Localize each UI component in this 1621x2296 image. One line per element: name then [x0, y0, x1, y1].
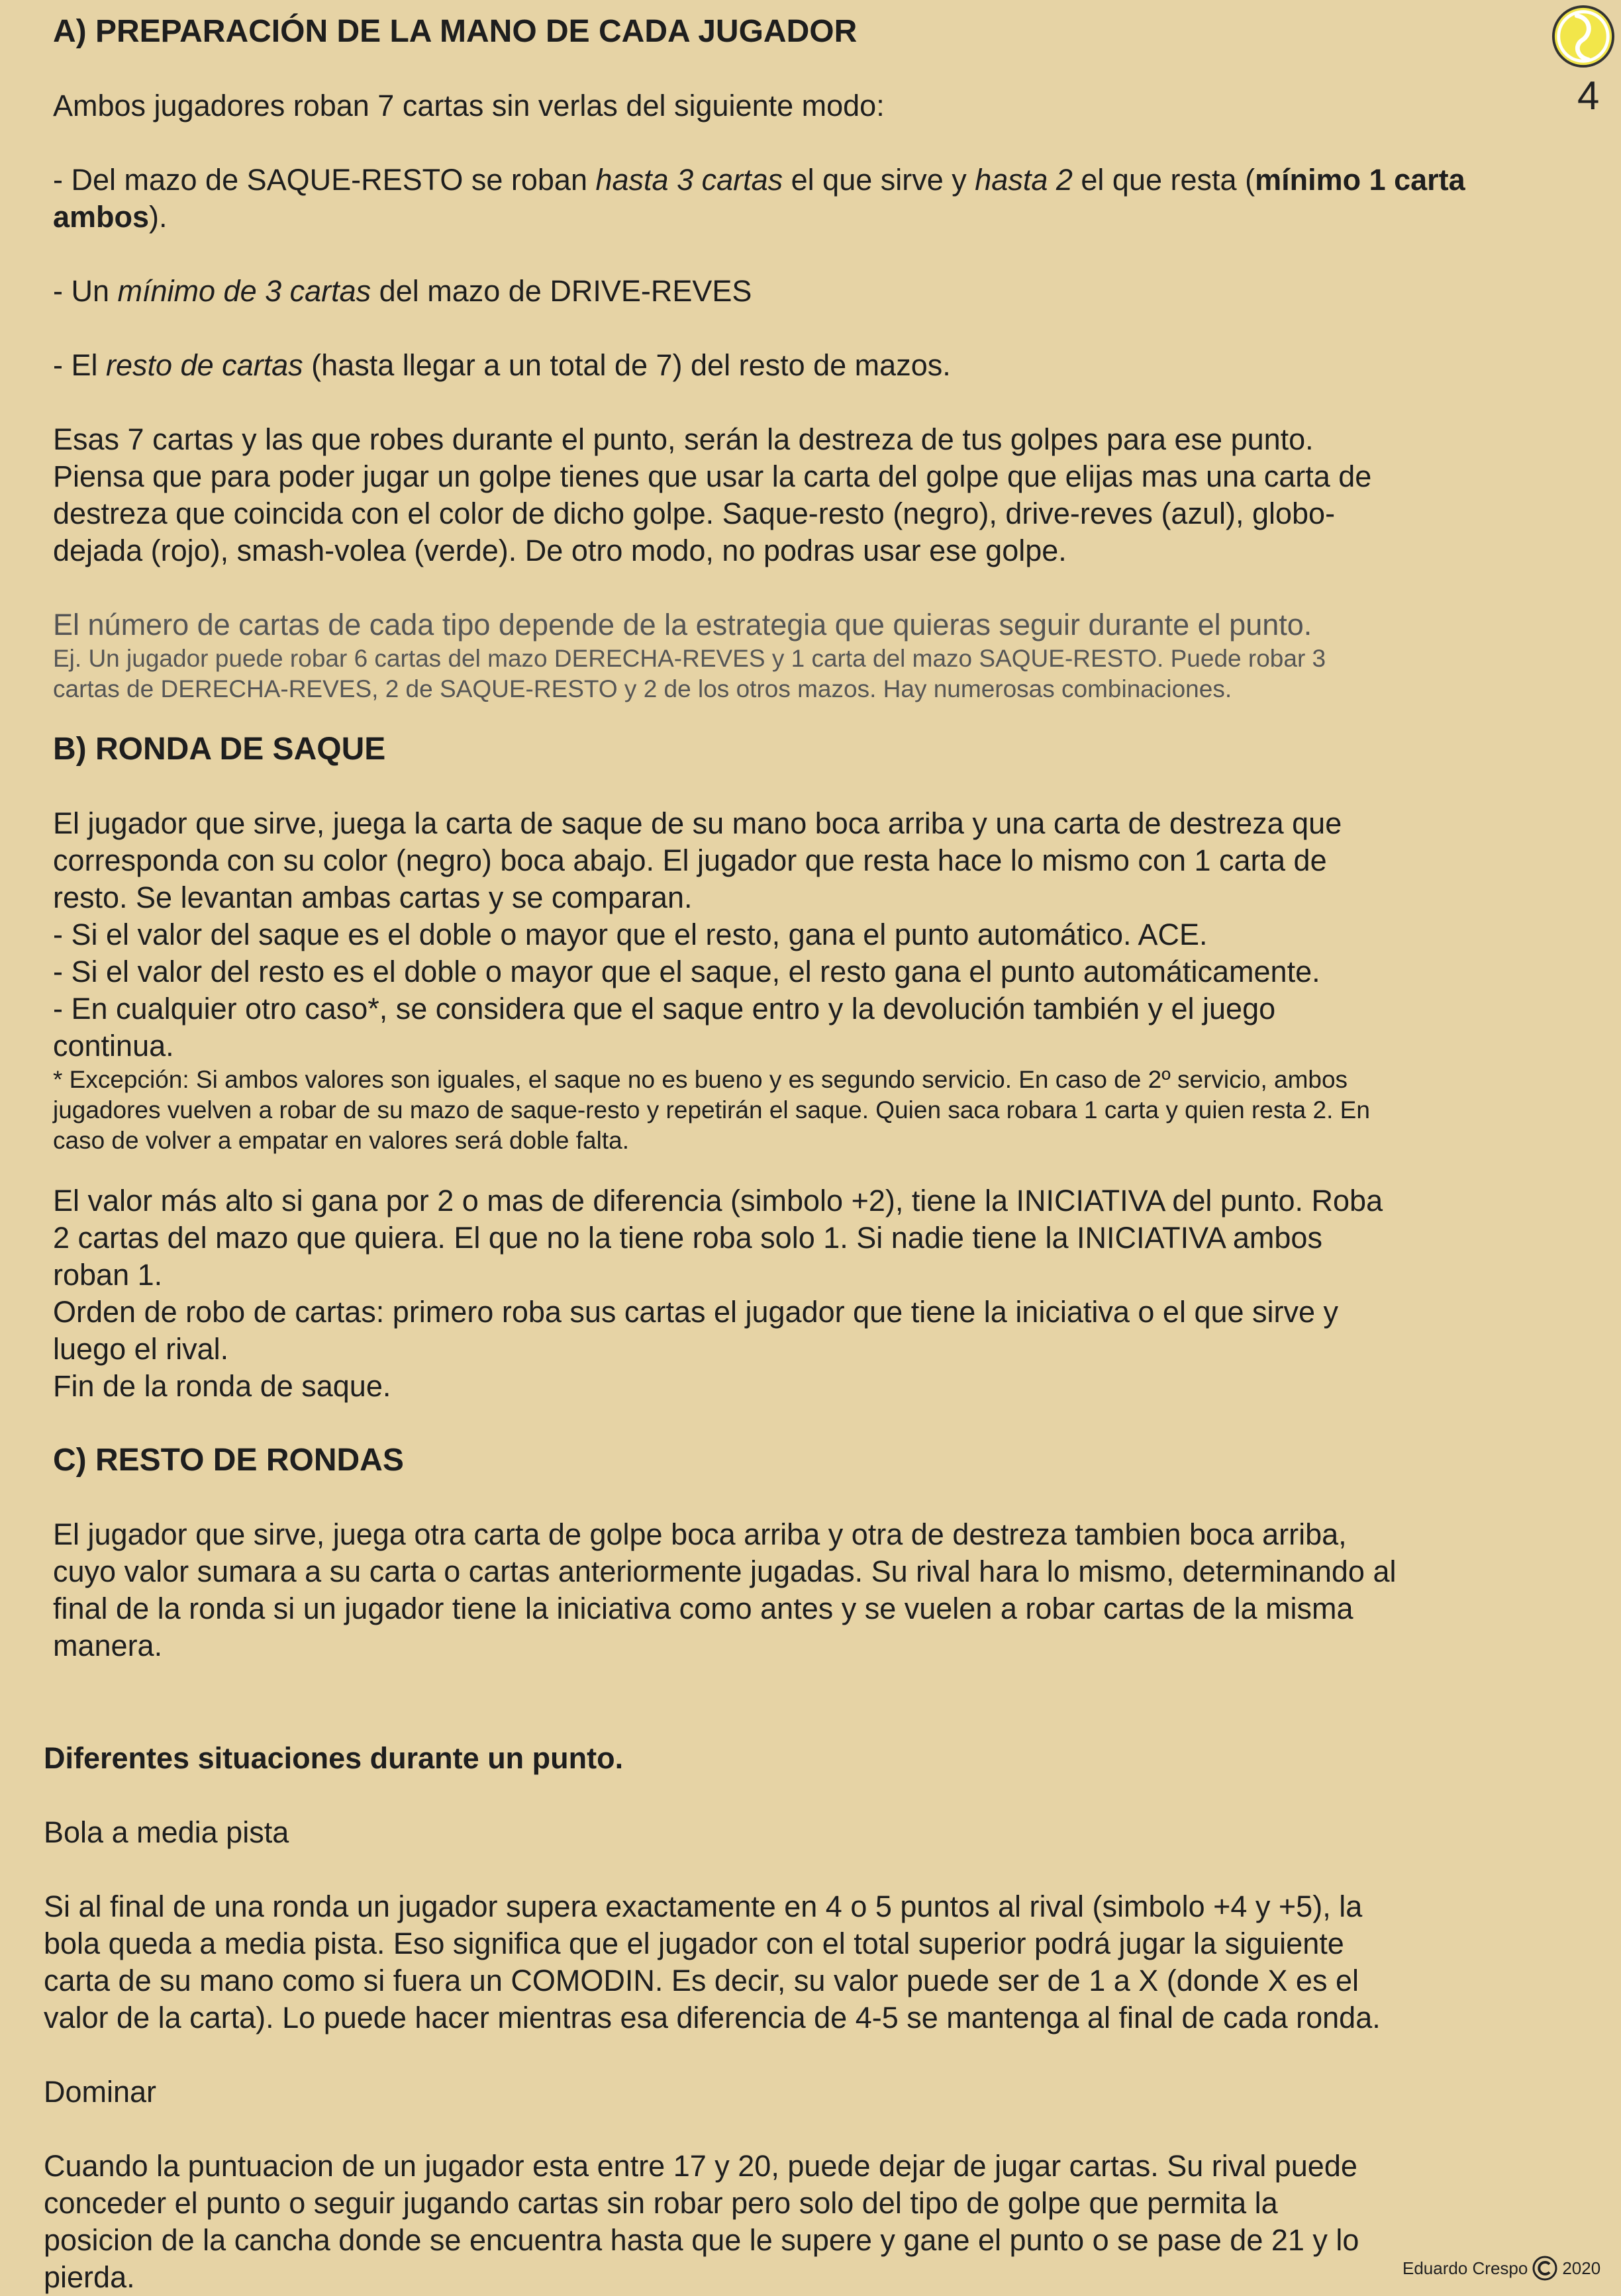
dominar-text: Cuando la puntuacion de un jugador esta entre 17 y 20, puede dejar de jugar cartas. Su rival puede conceder el punto o seguir jugando cartas sin robar pero solo del tipo de golpe que permita la posicion de la cancha donde se encuentra hasta que le supere y gane el punto o se pase de 21 y lo pierda. [44, 2149, 1359, 2294]
situations-title: Diferentes situaciones durante un punto. [44, 1741, 624, 1775]
section-a-example-note: Ej. Un jugador puede robar 6 cartas del mazo DERECHA-REVES y 1 carta del mazo SAQUE-RESTO. Puede robar 3 cartas de DERECHA-REVES, 2 de SAQUE-RESTO y 2 de los otros mazos. Hay numerosas combinaciones. [53, 645, 1326, 702]
section-a-title: A) PREPARACIÓN DE LA MANO DE CADA JUGADOR [53, 14, 858, 49]
section-a-bullet-2: - Un mínimo de 3 cartas del mazo de DRIVE-REVES [53, 274, 752, 308]
section-b-rules: El jugador que sirve, juega la carta de saque de su mano boca arriba y una carta de destreza que corresponda con su color (negro) boca abajo. El jugador que resta hace lo mismo con 1 carta de resto. Se levantan ambas cartas y se comparan. - Si el valor del saque es el doble o mayor que el resto, gana el punto automático. ACE. - Si el valor del resto es el doble o mayor que el saque, el resto gana el punto automáticamente. - En cualquier otro caso*, se considera que el saque entro y la devolución también y el juego continua. [53, 806, 1342, 1063]
footer-year: 2020 [1562, 2258, 1601, 2278]
section-b-initiative: El valor más alto si gana por 2 o mas de diferencia (simbolo +2), tiene la INICIATIVA del punto. Roba 2 cartas del mazo que quiera. El que no la tiene roba solo 1. Si nadie tiene la INICIATIVA ambos roban 1. Orden de robo de cartas: primero roba sus cartas el jugador que tiene la iniciativa o el que sirve y luego el rival. Fin de la ronda de saque. [53, 1184, 1383, 1403]
bola-media-pista-text: Si al final de una ronda un jugador supera exactamente en 4 o 5 puntos al rival (simbolo +4 y +5), la bola queda a media pista. Eso significa que el jugador con el total superior podrá jugar la siguiente carta de su mano como si fuera un COMODIN. Es decir, su valor puede ser de 1 a X (donde X es el valor de la carta). Lo puede hacer mientras esa diferencia de 4-5 se mantenga al final de cada ronda. [44, 1889, 1381, 2034]
section-a-bullet-1: - Del mazo de SAQUE-RESTO se roban hasta 3 cartas el que sirve y hasta 2 el que resta (mínimo 1 carta ambos). [53, 163, 1465, 234]
copyright-icon [1532, 2255, 1558, 2281]
footer-credit [1402, 2255, 1600, 2281]
page-number: 4 [1577, 73, 1600, 118]
footer-author: Eduardo Crespo [1402, 2258, 1528, 2278]
section-b-title: B) RONDA DE SAQUE [53, 732, 386, 767]
dominar-title: Dominar [44, 2075, 157, 2109]
section-a-bullet-3: - El resto de cartas (hasta llegar a un total de 7) del resto de mazos. [53, 348, 951, 382]
main-content [53, 13, 1569, 1664]
section-a-strategy: El número de cartas de cada tipo depende de la estrategia que quieras seguir durante el punto. [53, 608, 1312, 642]
section-a-intro: Ambos jugadores roban 7 cartas sin verlas del siguiente modo: [53, 89, 885, 122]
situations-content [44, 1740, 1567, 2296]
section-a-paragraph: Esas 7 cartas y las que robes durante el punto, serán la destreza de tus golpes para ese punto. Piensa que para poder jugar un golpe tienes que usar la carta del golpe que elijas mas una carta de destreza que coincida con el color de dicho golpe. Saque-resto (negro), drive-reves (azul), globo- dejada (rojo), smash-volea (verde). De otro modo, no podras usar ese golpe. [53, 422, 1372, 567]
section-c-title: C) RESTO DE RONDAS [53, 1443, 404, 1478]
section-c-rules: El jugador que sirve, juega otra carta de golpe boca arriba y otra de destreza tambien boca arriba, cuyo valor sumara a su carta o cartas anteriormente jugadas. Su rival hara lo mismo, determinando al final de la ronda si un jugador tiene la iniciativa como antes y se vuelen a robar cartas de la misma manera. [53, 1517, 1397, 1662]
section-b-exception-note: * Excepción: Si ambos valores son iguales, el saque no es bueno y es segundo servicio. En caso de 2º servicio, ambos jugadores vuelven a robar de su mazo de saque-resto y repetirán el saque. Quien saca robara 1 carta y quien resta 2. En caso de volver a empatar en valores será doble falta. [53, 1066, 1370, 1154]
bola-media-pista-title: Bola a media pista [44, 1815, 289, 1849]
